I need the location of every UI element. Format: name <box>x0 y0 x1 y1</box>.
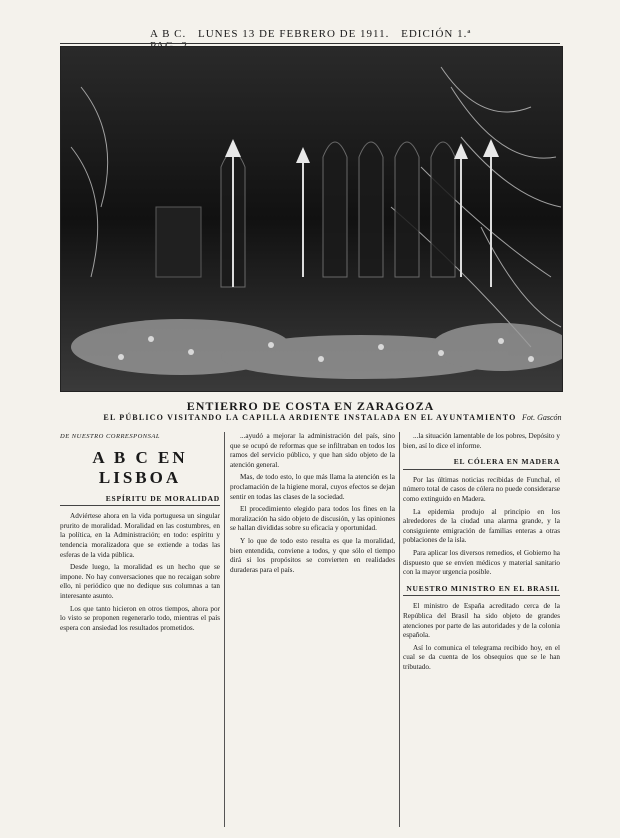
article-kicker: DE NUESTRO CORRESPONSAL <box>60 433 160 440</box>
paragraph: Adviértese ahora en la vida portuguesa un singular prurito de moralidad. Moralidad en las costumbres, en la política, en la Administración; en todo: espíritu y tendencia moralizadora que se extiende a todas las esferas de la vida pública. <box>60 512 220 559</box>
paragraph: El procedimiento elegido para todos los fines en la moralización ha sido objeto de discusión, y las opiniones se hallan divididas sobre su eficacia y oportunidad. <box>230 505 395 533</box>
paragraph: Mas, de todo esto, lo que más llama la atención es la proclamación de la higiene moral, cuyos efectos se dejan sentir en todas las clases de la sociedad. <box>230 473 395 501</box>
column-middle <box>230 432 395 822</box>
paragraph: Para aplicar los diversos remedios, el Gobierno ha dispuesto que se envíen médicos y material sanitario con la mayor urgencia posible. <box>403 548 560 577</box>
photo-subtitle: EL PÚBLICO VISITANDO LA CAPILLA ARDIENTE INSTALADA EN EL AYUNTAMIENTO <box>103 413 517 422</box>
paragraph: Por las últimas noticias recibidas de Funchal, el número total de casos de cólera no puede considerarse como extinguido en Madera. <box>403 475 560 503</box>
paragraph: ...ayudó a mejorar la administración del país, sino que se ocupó de reformas que se infiltraban en todos los ramos del servicio público, y que han sido objeto de la atención general. <box>230 432 395 469</box>
section-heading-minister: NUESTRO MINISTRO EN EL BRASIL <box>403 584 560 597</box>
edition-label: EDICIÓN 1.ª <box>401 28 472 40</box>
article-headline: A B C EN LISBOA <box>92 447 188 487</box>
photo-credit: Fot. Gascón <box>522 413 562 422</box>
paragraph: El ministro de España acreditado cerca de la República del Brasil ha sido objeto de grandes atenciones por parte de las autoridades y de la colonia española. <box>403 602 560 640</box>
paragraph: Los que tanto hicieron en otros tiempos, ahora por lo visto se proponen regenerarlo todo, mientras el país espera con ansiedad los resultados prometidos. <box>60 604 220 632</box>
column-lisboa <box>60 432 220 822</box>
funeral-photograph <box>60 46 563 392</box>
section-heading-cholera: EL CÓLERA EN MADERA <box>403 457 560 470</box>
header-rule <box>60 43 560 44</box>
paragraph: Y lo que de todo esto resulta es que la moralidad, bien entendida, conviene a todos, y que sólo el tiempo dirá si los propósitos se convierten en realidades duraderas para el país. <box>230 536 395 574</box>
section-heading: ESPÍRITU DE MORALIDAD <box>60 494 220 507</box>
photo-title: ENTIERRO DE COSTA EN ZARAGOZA <box>186 399 435 413</box>
issue-date: LUNES 13 DE FEBRERO DE 1911. <box>198 28 390 40</box>
column-right <box>403 432 560 822</box>
column-divider <box>224 432 225 827</box>
paragraph: Desde luego, la moralidad es un hecho que se impone. No hay conversaciones que no recaigan sobre ello, ni periódico que no dedique sus columnas a tan interesante asunto. <box>60 563 220 600</box>
page-header <box>150 28 510 42</box>
publication-name: A B C. <box>150 28 187 40</box>
paragraph: Así lo comunica el telegrama recibido hoy, en el cual se da cuenta de los obsequios que se le han tributado. <box>403 643 560 671</box>
chapel-scene-image <box>61 47 562 391</box>
paragraph: ...la situación lamentable de los pobres, Depósito y bien, así lo dice el informe. <box>403 432 560 450</box>
paragraph: La epidemia produjo al principio en los alrededores de la ciudad una alarma grande, y la consiguiente emigración de familias enteras a otras poblaciones de la isla. <box>403 507 560 545</box>
column-divider <box>399 432 400 827</box>
